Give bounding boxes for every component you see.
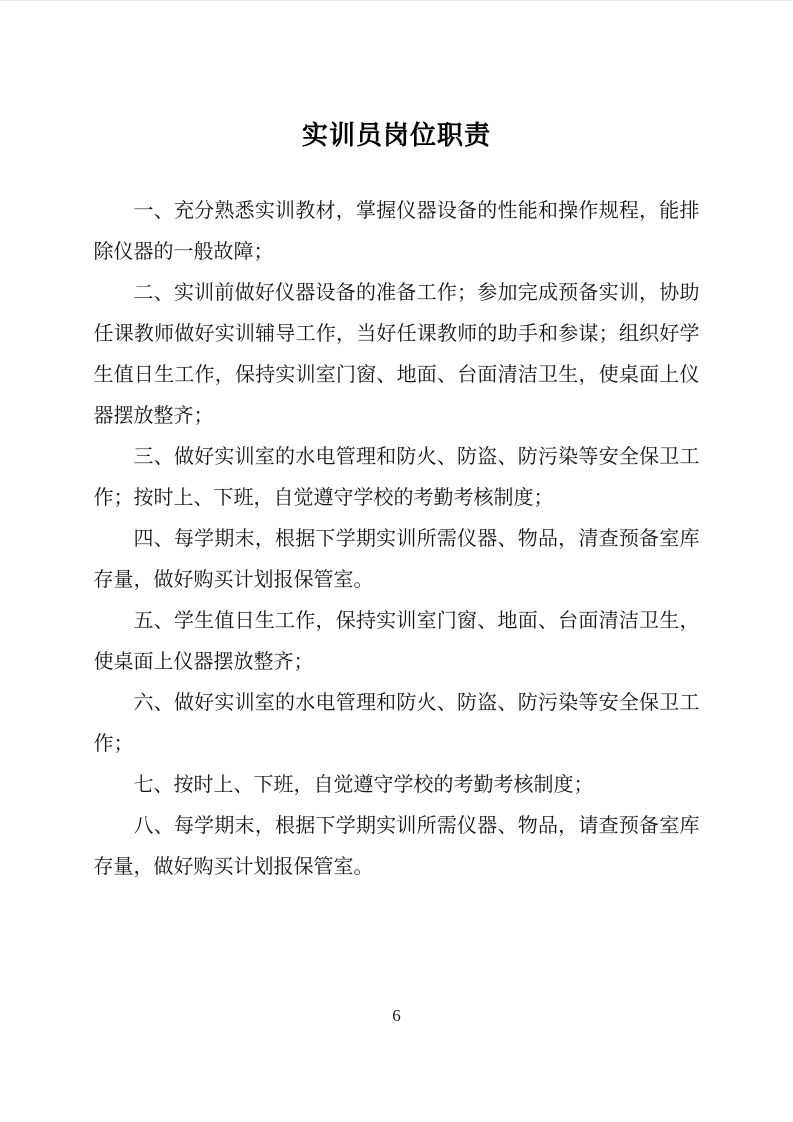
list-item-4: 四、每学期末，根据下学期实训所需仪器、物品，清查预备室库存量，做好购买计划报保管室。 [93, 528, 700, 591]
list-item-7: 七、按时上、下班，自觉遵守学校的考勤考核制度； [133, 774, 594, 796]
list-item-3: 三、做好实训室的水电管理和防火、防盗、防污染等安全保卫工作；按时上、下班，自觉遵守学校的考勤考核制度； [93, 446, 700, 509]
page-number: 6 [392, 1006, 401, 1025]
list-item-1: 一、充分熟悉实训教材，掌握仪器设备的性能和操作规程，能排除仪器的一般故障； [93, 200, 700, 263]
document-body [94, 191, 700, 888]
page-title: 实训员岗位职责 [301, 120, 491, 150]
list-item-2: 二、实训前做好仪器设备的准备工作；参加完成预备实训，协助任课教师做好实训辅导工作，当好任课教师的助手和参谋；组织好学生值日生工作，保持实训室门窗、地面、台面清洁卫生，使桌面上仪器摆放整齐； [93, 282, 700, 427]
list-item-6: 六、做好实训室的水电管理和防火、防盗、防污染等安全保卫工作； [93, 692, 700, 755]
list-item-5: 五、学生值日生工作，保持实训室门窗、地面、台面清洁卫生，使桌面上仪器摆放整齐； [93, 610, 700, 673]
list-item-8: 八、每学期末，根据下学期实训所需仪器、物品，请查预备室库存量，做好购买计划报保管室。 [93, 815, 700, 878]
